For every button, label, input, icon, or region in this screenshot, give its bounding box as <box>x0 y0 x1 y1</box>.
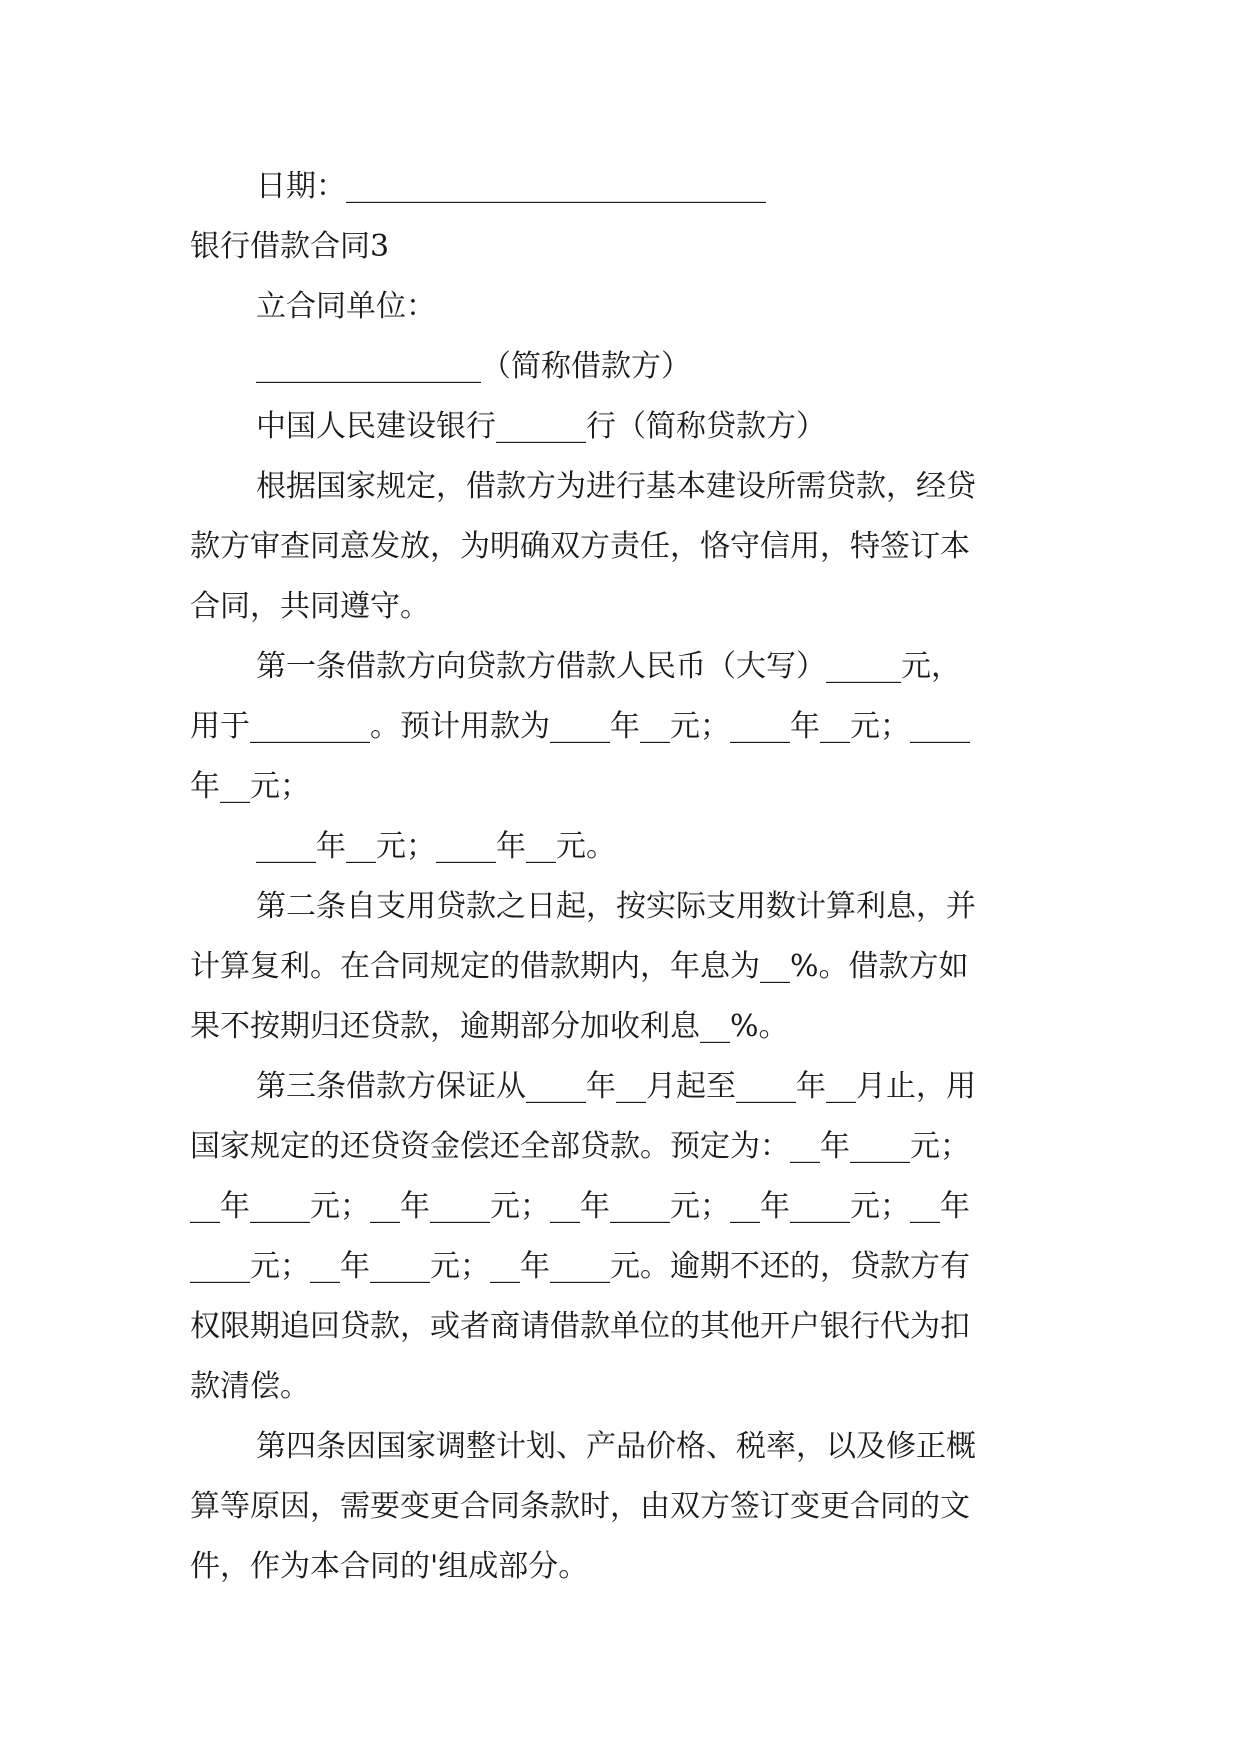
article-1-line: 第一条借款方向贷款方借款人民币（大写）_____元， <box>256 649 961 684</box>
preamble-line: 款方审查同意发放，为明确双方责任，恪守信用，特签订本 <box>190 529 970 564</box>
article-2-line: 果不按期归还贷款，逾期部分加收利息__%。 <box>190 1009 789 1044</box>
article-3-line: 第三条借款方保证从____年__月起至____年__月止，用 <box>256 1069 976 1104</box>
article-3-line: 国家规定的还贷资金偿还全部贷款。预定为：__年____元； <box>190 1129 970 1164</box>
article-2-line: 第二条自支用贷款之日起，按实际支用数计算利息，并 <box>256 889 976 924</box>
preamble-line: 根据国家规定，借款方为进行基本建设所需贷款，经贷 <box>256 469 976 504</box>
date-line: 日期：____________________________ <box>256 169 766 204</box>
article-4-line: 件，作为本合同的'组成部分。 <box>190 1549 589 1584</box>
article-1-line: 年__元； <box>190 769 310 804</box>
borrower-line: _______________（简称借款方） <box>256 349 691 384</box>
article-3-line: ____元；__年____元；__年____元。逾期不还的，贷款方有 <box>190 1249 970 1284</box>
article-2-line: 计算复利。在合同规定的借款期内，年息为__%。借款方如 <box>190 949 969 984</box>
article-3-line: 款清偿。 <box>190 1369 310 1404</box>
article-1-line: 用于________。预计用款为____年__元；____年__元；____ <box>190 709 970 744</box>
section-heading: 银行借款合同3 <box>190 229 390 264</box>
article-4-line: 算等原因，需要变更合同条款时，由双方签订变更合同的文 <box>190 1489 970 1524</box>
article-1-line: ____年__元；____年__元。 <box>256 829 616 864</box>
article-3-line: 权限期追回贷款，或者商请借款单位的其他开户银行代为扣 <box>190 1309 970 1344</box>
article-4-line: 第四条因国家调整计划、产品价格、税率，以及修正概 <box>256 1429 976 1464</box>
article-3-line: __年____元；__年____元；__年____元；__年____元；__年 <box>190 1189 970 1224</box>
lender-line: 中国人民建设银行______行（简称贷款方） <box>256 409 826 444</box>
contracting-party-label: 立合同单位： <box>256 289 436 324</box>
preamble-line: 合同，共同遵守。 <box>190 589 430 624</box>
